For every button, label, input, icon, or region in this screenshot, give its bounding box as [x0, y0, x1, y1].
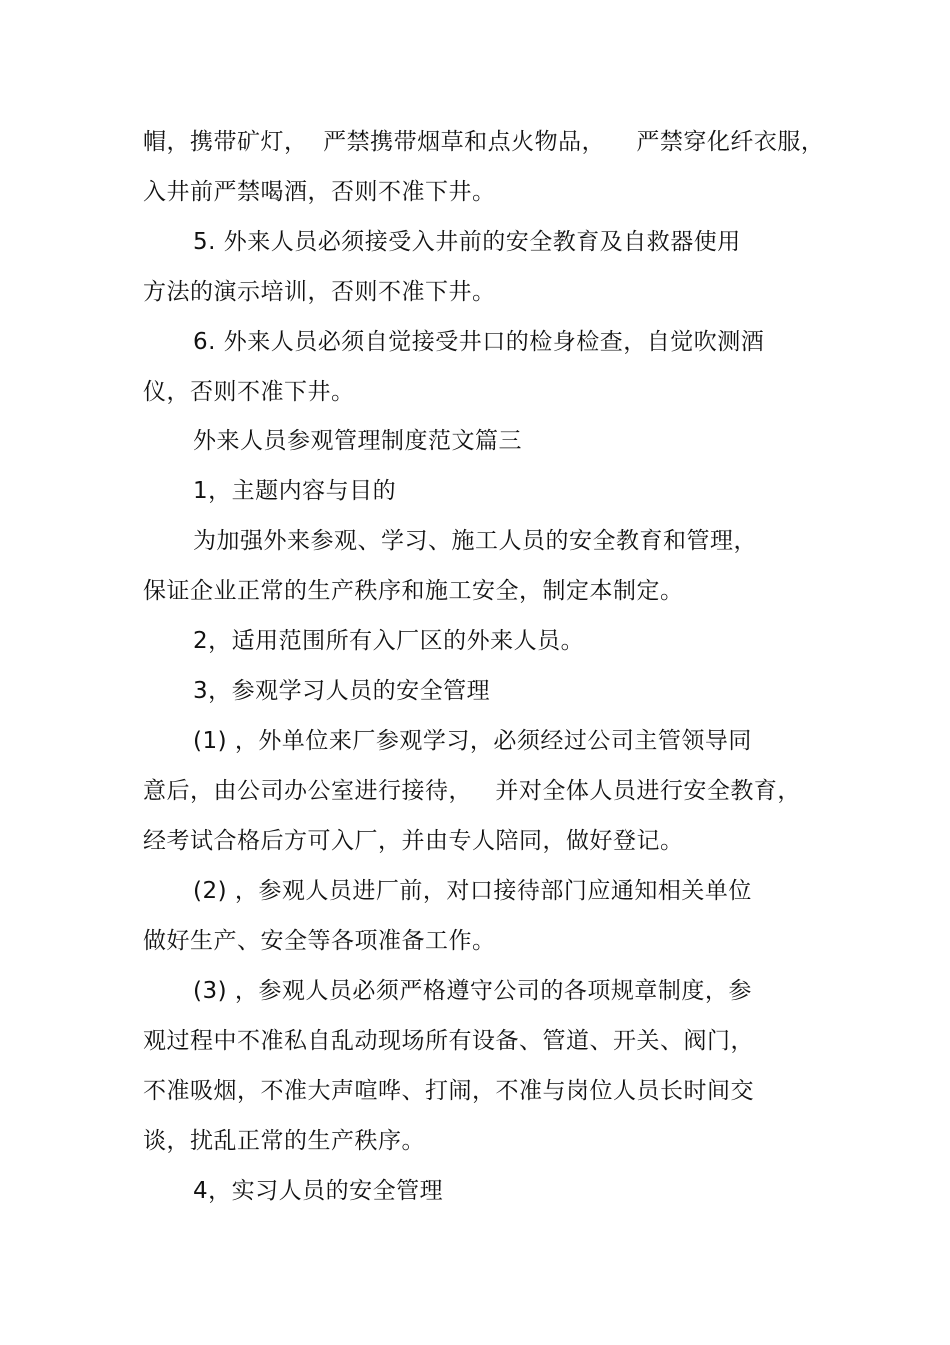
- text-line: 6. 外来人员必须自觉接受井口的检身检查，自觉吹测酒: [193, 329, 765, 355]
- text-line: (3) ，参观人员必须严格遵守公司的各项规章制度，参: [193, 978, 752, 1004]
- text-line: 谈，扰乱正常的生产秩序。: [143, 1128, 425, 1154]
- text-line: 意后，由公司办公室进行接待， 并对全体人员进行安全教育，: [143, 778, 801, 804]
- text-line: 3，参观学习人员的安全管理: [193, 678, 491, 704]
- text-line: 做好生产、安全等各项准备工作。: [143, 928, 496, 954]
- text-line: 仪，否则不准下井。: [143, 379, 355, 405]
- section-heading: 外来人员参观管理制度范文篇三: [193, 428, 522, 454]
- text-line: 不准吸烟，不准大声喧哗、打闹，不准与岗位人员长时间交: [143, 1078, 754, 1104]
- text-line: 经考试合格后方可入厂，并由专人陪同，做好登记。: [143, 828, 684, 854]
- text-line: 方法的演示培训，否则不准下井。: [143, 279, 496, 305]
- text-line: 4，实习人员的安全管理: [193, 1178, 444, 1204]
- text-line: 帽，携带矿灯， 严禁携带烟草和点火物品， 严禁穿化纤衣服，: [143, 129, 825, 155]
- text-line: 观过程中不准私自乱动现场所有设备、管道、开关、阀门，: [143, 1028, 754, 1054]
- text-line: 2，适用范围所有入厂区的外来人员。: [193, 628, 585, 654]
- text-line: 为加强外来参观、学习、施工人员的安全教育和管理，: [193, 528, 757, 554]
- text-line: 5. 外来人员必须接受入井前的安全教育及自救器使用: [193, 229, 741, 255]
- text-line: (1) ，外单位来厂参观学习，必须经过公司主管领导同: [193, 728, 752, 754]
- text-line: (2) ，参观人员进厂前，对口接待部门应通知相关单位: [193, 878, 752, 904]
- text-line: 1，主题内容与目的: [193, 478, 397, 504]
- text-line: 保证企业正常的生产秩序和施工安全，制定本制定。: [143, 578, 684, 604]
- text-line: 入井前严禁喝酒，否则不准下井。: [143, 179, 496, 205]
